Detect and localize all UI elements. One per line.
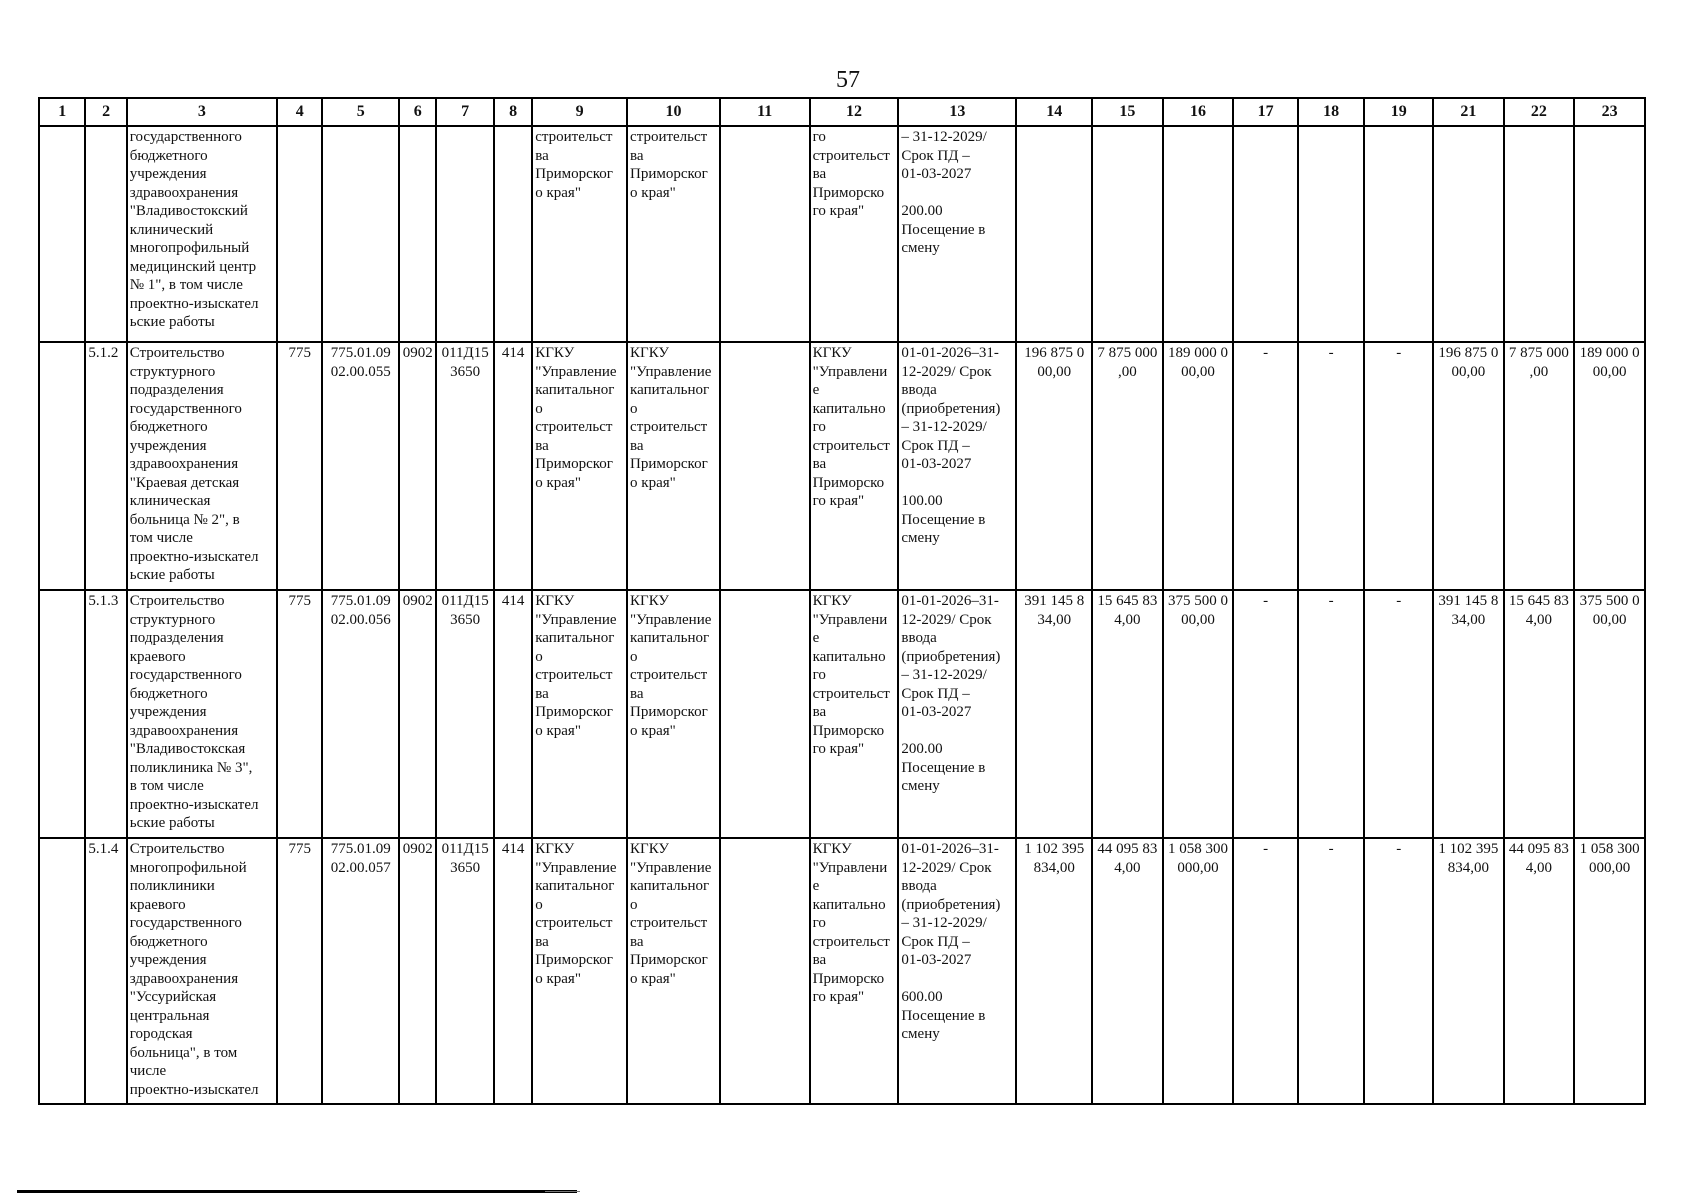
cell-col19: - bbox=[1364, 342, 1433, 590]
cell-object-name: Строительство структурного подразделения государственного бюджетного учреждения здравоохранения "Краевая детская клиническая больница № 2", в том числе проектно-изыскател ьские работы bbox=[127, 342, 277, 590]
cell-col1 bbox=[39, 590, 85, 838]
cell-col17: - bbox=[1233, 342, 1298, 590]
col-header: 7 bbox=[436, 98, 494, 126]
cell-col5: 775.01.09 02.00.056 bbox=[322, 590, 399, 838]
cell-col13: 01-01-2026–31- 12-2029/ Срок ввода (приобретения) – 31-12-2029/ Срок ПД – 01-03-2027 200.00 Посещение в смену bbox=[898, 590, 1016, 838]
cell-col13: – 31-12-2029/ Срок ПД – 01-03-2027 200.00 Посещение в смену bbox=[898, 126, 1016, 342]
cell-col17 bbox=[1233, 126, 1298, 342]
cell-col21: 196 875 0 00,00 bbox=[1433, 342, 1504, 590]
cell-col18: - bbox=[1298, 838, 1365, 1104]
cell-col23 bbox=[1574, 126, 1645, 342]
cell-col13: 01-01-2026–31- 12-2029/ Срок ввода (приобретения) – 31-12-2029/ Срок ПД – 01-03-2027 600.00 Посещение в смену bbox=[898, 838, 1016, 1104]
cell-col4: 775 bbox=[277, 838, 322, 1104]
cell-col13: 01-01-2026–31- 12-2029/ Срок ввода (приобретения) – 31-12-2029/ Срок ПД – 01-03-2027 100.00 Посещение в смену bbox=[898, 342, 1016, 590]
cell-col17: - bbox=[1233, 838, 1298, 1104]
cell-col23: 375 500 0 00,00 bbox=[1574, 590, 1645, 838]
cell-col9: КГКУ "Управление капитальног о строительст ва Приморског о края" bbox=[532, 590, 627, 838]
cell-col6 bbox=[399, 126, 436, 342]
col-header: 21 bbox=[1433, 98, 1504, 126]
cell-col11 bbox=[720, 342, 810, 590]
cell-col14: 391 145 8 34,00 bbox=[1016, 590, 1092, 838]
cell-col5: 775.01.09 02.00.057 bbox=[322, 838, 399, 1104]
col-header: 3 bbox=[127, 98, 277, 126]
col-header: 1 bbox=[39, 98, 85, 126]
cell-item-number bbox=[85, 126, 126, 342]
cell-col22 bbox=[1504, 126, 1575, 342]
footer-rule-faint bbox=[545, 1191, 580, 1192]
col-header: 16 bbox=[1163, 98, 1234, 126]
cell-col19 bbox=[1364, 126, 1433, 342]
col-header: 4 bbox=[277, 98, 322, 126]
cell-col8 bbox=[494, 126, 532, 342]
cell-col4 bbox=[277, 126, 322, 342]
cell-col7 bbox=[436, 126, 494, 342]
cell-col15 bbox=[1092, 126, 1163, 342]
col-header: 15 bbox=[1092, 98, 1163, 126]
col-header: 2 bbox=[85, 98, 126, 126]
cell-col12: го строительст ва Приморско го края" bbox=[810, 126, 899, 342]
cell-col8: 414 bbox=[494, 342, 532, 590]
col-header: 8 bbox=[494, 98, 532, 126]
col-header: 22 bbox=[1504, 98, 1575, 126]
table-row bbox=[39, 590, 1645, 838]
cell-col10: строительст ва Приморског о края" bbox=[627, 126, 720, 342]
cell-col22: 7 875 000 ,00 bbox=[1504, 342, 1575, 590]
cell-col11 bbox=[720, 838, 810, 1104]
cell-col8: 414 bbox=[494, 590, 532, 838]
col-header: 14 bbox=[1016, 98, 1092, 126]
cell-col5: 775.01.09 02.00.055 bbox=[322, 342, 399, 590]
cell-col10: КГКУ "Управление капитальног о строительст ва Приморског о края" bbox=[627, 590, 720, 838]
cell-object-name: государственного бюджетного учреждения здравоохранения "Владивостокский клинический многопрофильный медицинский центр № 1", в том числе проектно-изыскател ьские работы bbox=[127, 126, 277, 342]
cell-col15: 44 095 83 4,00 bbox=[1092, 838, 1163, 1104]
cell-col11 bbox=[720, 126, 810, 342]
cell-col21 bbox=[1433, 126, 1504, 342]
col-header: 6 bbox=[399, 98, 436, 126]
cell-item-number: 5.1.2 bbox=[85, 342, 126, 590]
cell-object-name: Строительство структурного подразделения краевого государственного бюджетного учреждения здравоохранения "Владивостокская поликлиника № 3", в том числе проектно-изыскател ьские работы bbox=[127, 590, 277, 838]
col-header: 17 bbox=[1233, 98, 1298, 126]
cell-item-number: 5.1.4 bbox=[85, 838, 126, 1104]
cell-col12: КГКУ "Управлени е капитально го строительст ва Приморско го края" bbox=[810, 838, 899, 1104]
col-header: 11 bbox=[720, 98, 810, 126]
cell-col4: 775 bbox=[277, 342, 322, 590]
cell-col23: 189 000 0 00,00 bbox=[1574, 342, 1645, 590]
cell-col14: 1 102 395 834,00 bbox=[1016, 838, 1092, 1104]
cell-col1 bbox=[39, 838, 85, 1104]
cell-col9: КГКУ "Управление капитальног о строительст ва Приморског о края" bbox=[532, 838, 627, 1104]
cell-col15: 7 875 000 ,00 bbox=[1092, 342, 1163, 590]
cell-col16: 189 000 0 00,00 bbox=[1163, 342, 1234, 590]
cell-col15: 15 645 83 4,00 bbox=[1092, 590, 1163, 838]
cell-col7: 011Д15 3650 bbox=[436, 342, 494, 590]
cell-col12: КГКУ "Управлени е капитально го строительст ва Приморско го края" bbox=[810, 342, 899, 590]
col-header: 9 bbox=[532, 98, 627, 126]
cell-col17: - bbox=[1233, 590, 1298, 838]
table-row bbox=[39, 126, 1645, 342]
page-number: 57 bbox=[836, 67, 860, 93]
cell-col8: 414 bbox=[494, 838, 532, 1104]
cell-col9: КГКУ "Управление капитальног о строительст ва Приморског о края" bbox=[532, 342, 627, 590]
cell-object-name: Строительство многопрофильной поликлиники краевого государственного бюджетного учреждения здравоохранения "Уссурийская центральная городская больница", в том числе проектно-изыскател bbox=[127, 838, 277, 1104]
cell-col12: КГКУ "Управлени е капитально го строительст ва Приморско го края" bbox=[810, 590, 899, 838]
cell-col16: 1 058 300 000,00 bbox=[1163, 838, 1234, 1104]
budget-table bbox=[38, 97, 1646, 1105]
table-row bbox=[39, 342, 1645, 590]
cell-col11 bbox=[720, 590, 810, 838]
cell-col23: 1 058 300 000,00 bbox=[1574, 838, 1645, 1104]
col-header: 23 bbox=[1574, 98, 1645, 126]
cell-col19: - bbox=[1364, 590, 1433, 838]
cell-col7: 011Д15 3650 bbox=[436, 590, 494, 838]
cell-col4: 775 bbox=[277, 590, 322, 838]
cell-col6: 0902 bbox=[399, 342, 436, 590]
cell-col18 bbox=[1298, 126, 1365, 342]
col-header: 18 bbox=[1298, 98, 1365, 126]
cell-col5 bbox=[322, 126, 399, 342]
cell-col22: 15 645 83 4,00 bbox=[1504, 590, 1575, 838]
cell-col1 bbox=[39, 126, 85, 342]
cell-col1 bbox=[39, 342, 85, 590]
table-row bbox=[39, 838, 1645, 1104]
col-header: 5 bbox=[322, 98, 399, 126]
cell-col6: 0902 bbox=[399, 838, 436, 1104]
cell-col14: 196 875 0 00,00 bbox=[1016, 342, 1092, 590]
cell-col9: строительст ва Приморског о края" bbox=[532, 126, 627, 342]
cell-col22: 44 095 83 4,00 bbox=[1504, 838, 1575, 1104]
cell-item-number: 5.1.3 bbox=[85, 590, 126, 838]
cell-col21: 391 145 8 34,00 bbox=[1433, 590, 1504, 838]
cell-col6: 0902 bbox=[399, 590, 436, 838]
cell-col16: 375 500 0 00,00 bbox=[1163, 590, 1234, 838]
cell-col18: - bbox=[1298, 342, 1365, 590]
cell-col16 bbox=[1163, 126, 1234, 342]
col-header: 12 bbox=[810, 98, 899, 126]
header-row bbox=[39, 98, 1645, 126]
cell-col10: КГКУ "Управление капитальног о строительст ва Приморског о края" bbox=[627, 342, 720, 590]
cell-col21: 1 102 395 834,00 bbox=[1433, 838, 1504, 1104]
col-header: 10 bbox=[627, 98, 720, 126]
col-header: 13 bbox=[898, 98, 1016, 126]
col-header: 19 bbox=[1364, 98, 1433, 126]
cell-col14 bbox=[1016, 126, 1092, 342]
cell-col19: - bbox=[1364, 838, 1433, 1104]
footer-rule bbox=[17, 1190, 577, 1193]
cell-col7: 011Д15 3650 bbox=[436, 838, 494, 1104]
cell-col10: КГКУ "Управление капитальног о строительст ва Приморског о края" bbox=[627, 838, 720, 1104]
cell-col18: - bbox=[1298, 590, 1365, 838]
